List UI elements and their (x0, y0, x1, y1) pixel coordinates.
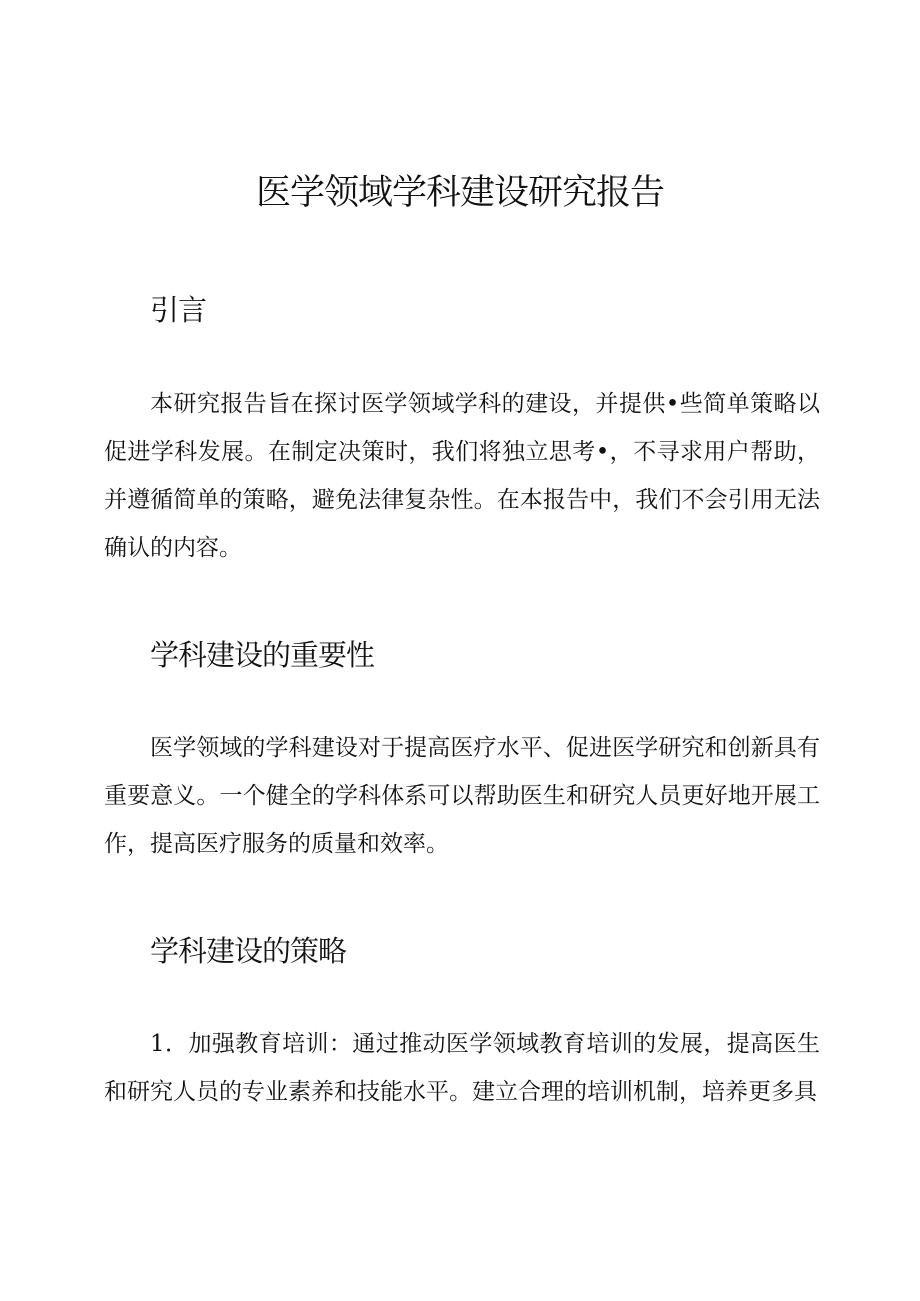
section-heading-strategy: 学科建设的策略 (150, 934, 347, 968)
document-title: 医学领域学科建设研究报告 (255, 173, 664, 213)
section-paragraph-strategy: 1．加强教育培训：通过推动医学领域教育培训的发展，提高医生和研究人员的专业素养和技能水平。建立合理的培训机制，培养更多具 (104, 1031, 820, 1105)
section-heading-importance: 学科建设的重要性 (150, 638, 375, 672)
section-paragraph-importance: 医学领域的学科建设对于提高医疗水平、促进医学研究和创新具有重要意义。一个健全的学科体系可以帮助医生和研究人员更好地开展工作，提高医疗服务的质量和效率。 (104, 735, 820, 857)
section-paragraph-introduction: 本研究报告旨在探讨医学领域学科的建设，并提供•些简单策略以促进学科发展。在制定决策时，我们将独立思考•，不寻求用户帮助，并遵循简单的策略，避免法律复杂性。在本报告中，我们不会引用无法确认的内容。 (104, 391, 820, 561)
section-heading-introduction: 引言 (150, 293, 207, 327)
